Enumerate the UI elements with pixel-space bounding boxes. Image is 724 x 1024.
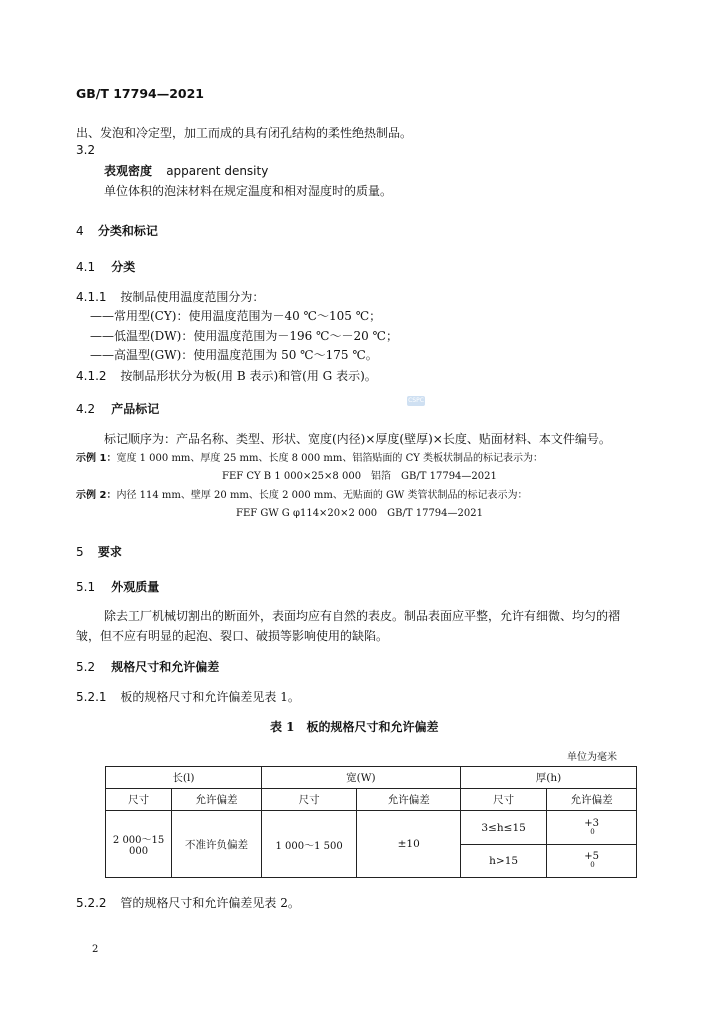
- thickness-size-cell: h>15: [461, 845, 547, 878]
- clause-4-title: 分类和标记: [97, 224, 158, 238]
- subheader-length-size: 尺寸: [106, 789, 172, 811]
- clause-5-2-2-text: 管的规格尺寸和允许偏差见表 2。: [120, 896, 300, 910]
- table-1-unit: 单位为毫米: [567, 752, 617, 763]
- appearance-text-line-2: 皱，但不应有明显的起泡、裂口、破损等影响使用的缺陷。: [76, 629, 389, 643]
- example-1-mark: FEF CY B 1 000×25×8 000 铝箔 GB/T 17794—2021: [222, 471, 497, 482]
- watermark-logo: CSPC: [408, 397, 424, 404]
- tolerance-lower: 0: [590, 861, 595, 869]
- list-item-dw: ——低温型(DW)：使用温度范围为－196 ℃～－20 ℃；: [90, 329, 398, 343]
- tolerance-lower: 0: [590, 827, 595, 836]
- clause-4-1-number: 4.1: [76, 260, 96, 274]
- appearance-text-line-1: 除去工厂机械切割出的断面外，表面均应有自然的表皮。制品表面应平整，允许有细微、均匀的褶: [104, 609, 621, 623]
- example-2-label: 示例 2：: [76, 490, 117, 501]
- clause-4-1-1-number: 4.1.1: [76, 290, 107, 304]
- header-length: 长(l): [106, 767, 262, 789]
- clause-4-1-1: [76, 288, 264, 305]
- list-item-cy: ——常用型(CY)：使用温度范围为－40 ℃～105 ℃；: [90, 309, 382, 323]
- clause-4-number: 4: [76, 224, 84, 238]
- clause-4-2-title: 产品标记: [111, 402, 160, 416]
- continuation-text: 出、发泡和冷定型，加工而成的具有闭孔结构的柔性绝热制品。: [76, 126, 413, 140]
- subheader-thickness-tol: 允许偏差: [547, 789, 637, 811]
- thickness-size-cell: 3≤h≤15: [461, 811, 547, 845]
- example-1: [76, 449, 543, 464]
- term-heading: [104, 162, 268, 179]
- clause-5-2-heading: [76, 658, 219, 675]
- clause-5-2-1-number: 5.2.1: [76, 690, 107, 704]
- example-1-text: 宽度 1 000 mm、厚度 25 mm、长度 8 000 mm、铝箔贴面的 CY 类板状制品的标记表示为：: [116, 453, 544, 464]
- clause-5-2-number: 5.2: [76, 660, 96, 674]
- clause-3-2-number: 3.2: [76, 143, 96, 157]
- standard-number-header: GB/T 17794—2021: [76, 86, 205, 101]
- example-2-text: 内径 114 mm、壁厚 20 mm、长度 2 000 mm、无贴面的 GW 类管状制品的标记表示为：: [116, 490, 528, 501]
- length-size-cell: 2 000～15 000: [106, 811, 172, 878]
- table-header-row: [106, 767, 637, 789]
- header-width: 宽(W): [261, 767, 460, 789]
- table-1-caption: 表 1 板的规格尺寸和允许偏差: [270, 720, 439, 734]
- term-chinese: 表观密度: [104, 164, 153, 178]
- example-1-label: 示例 1：: [76, 453, 117, 464]
- subheader-length-tol: 允许偏差: [172, 789, 262, 811]
- clause-5-number: 5: [76, 545, 84, 559]
- term-english: apparent density: [166, 164, 269, 178]
- table-1: [105, 766, 637, 878]
- table-subheader-row: [106, 789, 637, 811]
- term-definition: 单位体积的泡沫材料在规定温度和相对湿度时的质量。: [104, 184, 393, 198]
- clause-5-2-2: [76, 894, 300, 911]
- clause-5-2-title: 规格尺寸和允许偏差: [111, 660, 220, 674]
- thickness-tolerance-cell: [547, 845, 637, 878]
- clause-4-1-heading: [76, 258, 135, 275]
- subheader-thickness-size: 尺寸: [461, 789, 547, 811]
- clause-5-2-1-text: 板的规格尺寸和允许偏差见表 1。: [120, 690, 300, 704]
- clause-5-1-title: 外观质量: [111, 580, 160, 594]
- clause-5-heading: [76, 543, 122, 560]
- clause-5-2-2-number: 5.2.2: [76, 896, 107, 910]
- clause-4-2-number: 4.2: [76, 402, 96, 416]
- header-thickness: 厚(h): [461, 767, 637, 789]
- clause-4-1-2: [76, 367, 377, 384]
- clause-4-heading: [76, 222, 158, 239]
- table-row: [106, 811, 637, 845]
- clause-4-1-2-number: 4.1.2: [76, 369, 107, 383]
- length-tolerance-cell: 不准许负偏差: [172, 811, 262, 878]
- clause-4-1-2-text: 按制品形状分为板(用 B 表示)和管(用 G 表示)。: [120, 369, 377, 383]
- clause-4-2-heading: [76, 400, 159, 417]
- clause-5-1-heading: [76, 578, 159, 595]
- width-size-cell: 1 000～1 500: [261, 811, 357, 878]
- example-2: [76, 486, 527, 501]
- thickness-tolerance-cell: [547, 811, 637, 845]
- clause-5-2-1: [76, 688, 300, 705]
- tolerance-upper: +5: [584, 851, 599, 862]
- clause-4-1-1-text: 按制品使用温度范围分为：: [120, 290, 265, 304]
- example-2-mark: FEF GW G φ114×20×2 000 GB/T 17794—2021: [236, 508, 483, 519]
- clause-4-1-title: 分类: [111, 260, 136, 274]
- clause-5-title: 要求: [97, 545, 122, 559]
- subheader-width-tol: 允许偏差: [357, 789, 461, 811]
- page-number: 2: [92, 944, 99, 955]
- subheader-width-size: 尺寸: [261, 789, 357, 811]
- list-item-gw: ——高温型(GW)：使用温度范围为 50 ℃～175 ℃。: [90, 348, 378, 362]
- marking-order-text: 标记顺序为：产品名称、类型、形状、宽度(内径)×厚度(壁厚)×长度、贴面材料、本文件编号。: [104, 432, 611, 446]
- width-tolerance-cell: ±10: [357, 811, 461, 878]
- tolerance-upper: +3: [584, 817, 599, 829]
- clause-5-1-number: 5.1: [76, 580, 96, 594]
